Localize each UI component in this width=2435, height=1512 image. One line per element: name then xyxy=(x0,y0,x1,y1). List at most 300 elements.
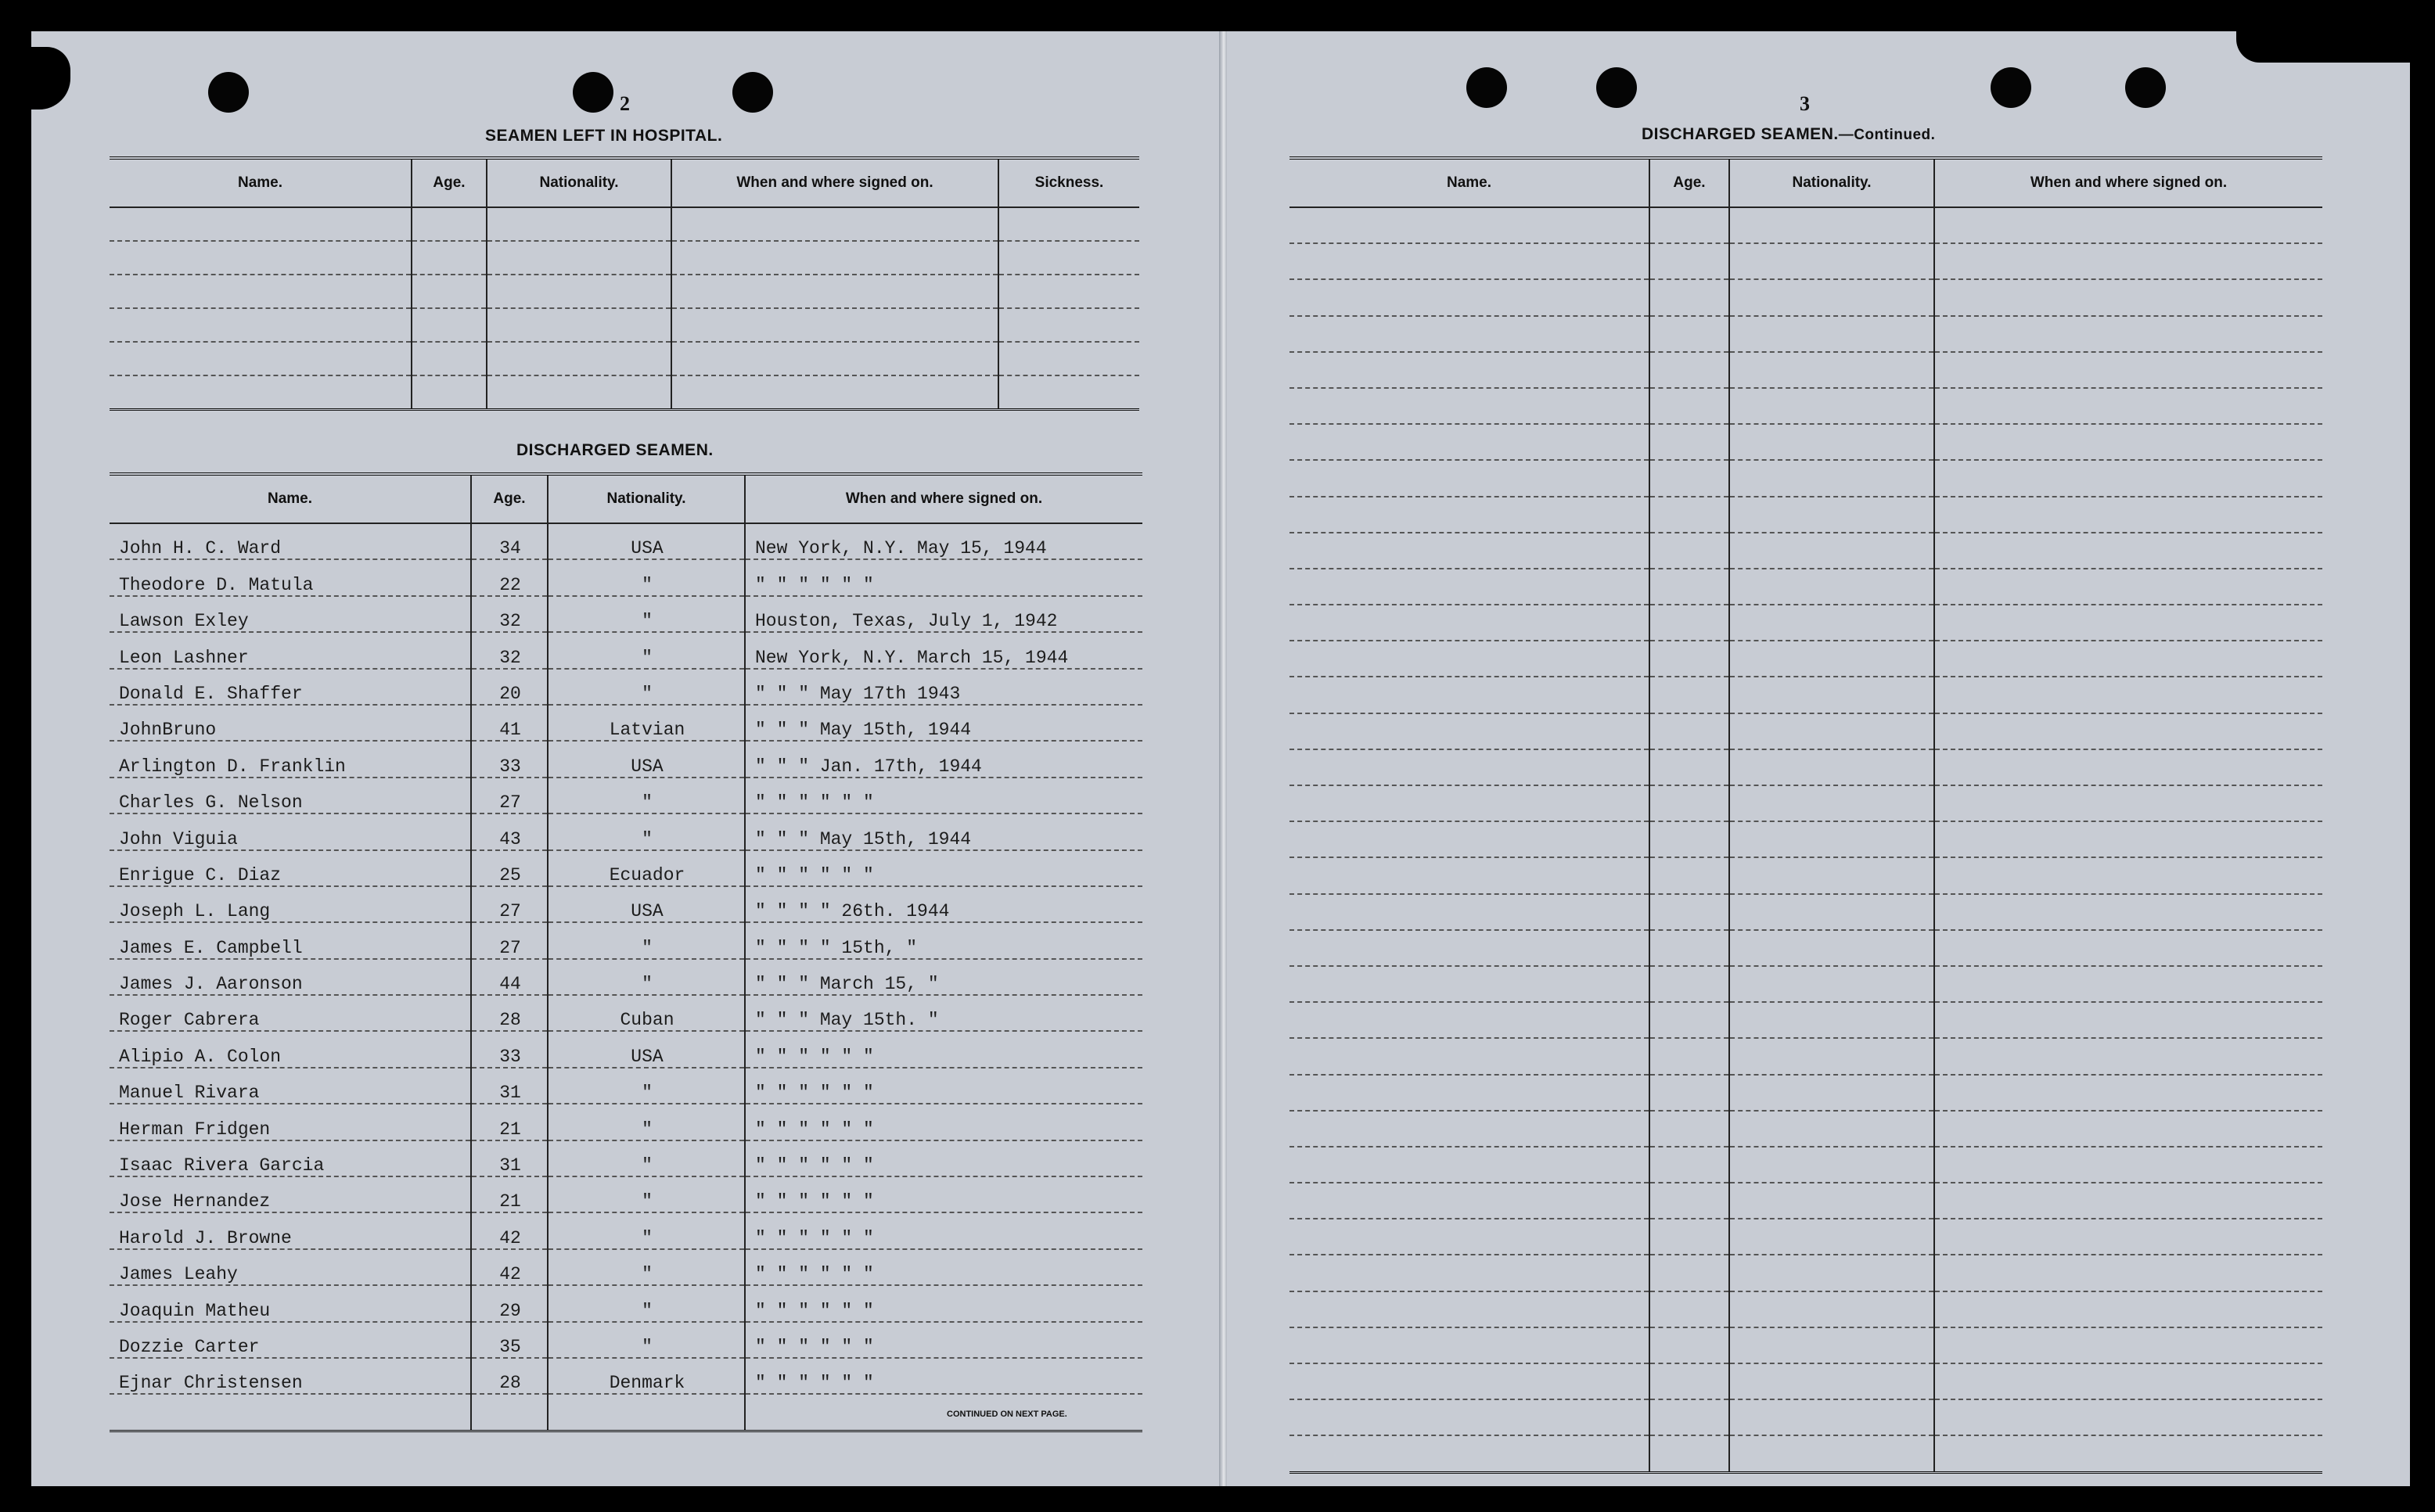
seaman-signed-on: " " " May 17th 1943 xyxy=(745,669,1142,705)
column-header: Nationality. xyxy=(1729,158,1934,207)
seaman-age: 42 xyxy=(471,1212,548,1248)
blank-row xyxy=(1289,1399,2322,1435)
blank-cell xyxy=(1649,1327,1729,1363)
blank-cell xyxy=(1649,460,1729,496)
seaman-age: 32 xyxy=(471,632,548,668)
seaman-signed-on: " " " " " " xyxy=(745,1249,1142,1285)
blank-cell xyxy=(1934,785,2322,821)
seaman-signed-on: " " " " " " xyxy=(745,1358,1142,1394)
seaman-age: 42 xyxy=(471,1249,548,1285)
blank-cell xyxy=(1649,1291,1729,1327)
blank-cell xyxy=(1934,821,2322,857)
blank-cell xyxy=(1934,966,2322,1002)
column-header: Name. xyxy=(1289,158,1649,207)
blank-row xyxy=(110,308,1139,342)
punch-hole xyxy=(1466,67,1507,108)
seaman-row xyxy=(110,850,1142,886)
blank-cell xyxy=(1289,1219,1649,1255)
blank-cell xyxy=(1289,1002,1649,1038)
seaman-age: 35 xyxy=(471,1322,548,1358)
seaman-row xyxy=(110,1176,1142,1212)
seaman-name: James J. Aaronson xyxy=(110,959,471,995)
blank-cell xyxy=(1649,1219,1729,1255)
blank-cell xyxy=(1934,279,2322,315)
seaman-name: Joseph L. Lang xyxy=(110,886,471,922)
column-header: When and where signed on. xyxy=(1934,158,2322,207)
blank-cell xyxy=(1729,1219,1934,1255)
blank-cell xyxy=(1289,460,1649,496)
blank-row xyxy=(1289,1002,2322,1038)
blank-cell xyxy=(1289,497,1649,533)
blank-cell xyxy=(1934,533,2322,569)
torn-corner xyxy=(23,47,70,110)
blank-row xyxy=(1289,749,2322,785)
blank-cell xyxy=(1649,1255,1729,1291)
seaman-row xyxy=(110,632,1142,668)
blank-cell xyxy=(1729,569,1934,605)
column-header: When and where signed on. xyxy=(671,158,998,207)
blank-row xyxy=(1289,388,2322,424)
blank-cell xyxy=(1729,821,1934,857)
blank-cell xyxy=(998,308,1139,342)
blank-cell xyxy=(1729,641,1934,677)
blank-cell xyxy=(998,375,1139,410)
seaman-name: Harold J. Browne xyxy=(110,1212,471,1248)
seaman-signed-on: " " " " " " xyxy=(745,559,1142,595)
blank-cell xyxy=(412,308,487,342)
blank-cell xyxy=(1649,930,1729,966)
seaman-name: John H. C. Ward xyxy=(110,523,471,559)
blank-cell xyxy=(1729,1435,1934,1472)
blank-cell xyxy=(412,207,487,241)
seaman-name: Alipio A. Colon xyxy=(110,1031,471,1067)
seaman-signed-on: " " " " 26th. 1944 xyxy=(745,886,1142,922)
blank-cell xyxy=(1289,641,1649,677)
blank-cell xyxy=(1934,1038,2322,1074)
seaman-age: 27 xyxy=(471,778,548,813)
blank-row xyxy=(110,342,1139,375)
seaman-age: 20 xyxy=(471,669,548,705)
seaman-row xyxy=(110,922,1142,958)
discharged-body xyxy=(110,523,1142,1431)
blank-cell xyxy=(1934,316,2322,352)
seaman-signed-on: " " " May 15th, 1944 xyxy=(745,813,1142,849)
blank-cell xyxy=(1729,1399,1934,1435)
blank-row xyxy=(1289,785,2322,821)
seaman-nationality: " xyxy=(548,1285,745,1321)
blank-cell xyxy=(1289,857,1649,893)
blank-cell xyxy=(1934,1219,2322,1255)
blank-cell xyxy=(1289,1399,1649,1435)
seaman-nationality: USA xyxy=(548,886,745,922)
blank-cell xyxy=(1289,1111,1649,1147)
blank-cell xyxy=(1649,1111,1729,1147)
blank-row xyxy=(1289,857,2322,893)
seaman-row xyxy=(110,959,1142,995)
seaman-signed-on: " " " " " " xyxy=(745,1140,1142,1176)
punch-hole xyxy=(573,72,613,113)
blank-row xyxy=(1289,605,2322,641)
blank-cell xyxy=(998,342,1139,375)
discharged-table xyxy=(110,472,1142,1432)
seaman-row xyxy=(110,1249,1142,1285)
blank-cell xyxy=(1729,894,1934,930)
blank-cell xyxy=(1649,1183,1729,1219)
blank-cell xyxy=(1729,785,1934,821)
seaman-nationality: Latvian xyxy=(548,705,745,741)
blank-cell xyxy=(1934,713,2322,749)
blank-cell xyxy=(1934,243,2322,279)
blank-cell xyxy=(1934,641,2322,677)
blank-cell xyxy=(1729,1111,1934,1147)
hospital-table xyxy=(110,156,1139,411)
blank-cell xyxy=(671,375,998,410)
blank-cell xyxy=(1289,569,1649,605)
seaman-name: Manuel Rivara xyxy=(110,1068,471,1104)
blank-cell xyxy=(1289,1255,1649,1291)
blank-cell xyxy=(1649,1363,1729,1399)
continued-title-main: DISCHARGED SEAMEN. xyxy=(1642,125,1839,143)
seaman-signed-on: " " " " " " xyxy=(745,778,1142,813)
blank-row xyxy=(1289,894,2322,930)
blank-cell xyxy=(1289,316,1649,352)
blank-row xyxy=(1289,1435,2322,1472)
blank-cell xyxy=(671,207,998,241)
seaman-name: Arlington D. Franklin xyxy=(110,741,471,777)
blank-cell xyxy=(1729,1363,1934,1399)
blank-cell xyxy=(487,207,671,241)
seaman-nationality: Ecuador xyxy=(548,850,745,886)
blank-cell xyxy=(1289,713,1649,749)
blank-cell xyxy=(412,375,487,410)
seaman-row xyxy=(110,523,1142,559)
blank-cell xyxy=(1729,713,1934,749)
seaman-age: 32 xyxy=(471,596,548,632)
seaman-row xyxy=(110,1285,1142,1321)
blank-cell xyxy=(1934,1183,2322,1219)
blank-cell xyxy=(1934,1327,2322,1363)
seaman-nationality: " xyxy=(548,559,745,595)
blank-cell xyxy=(1289,1291,1649,1327)
blank-cell xyxy=(1934,460,2322,496)
seaman-signed-on: " " " " " " xyxy=(745,1104,1142,1140)
seaman-name: Joaquin Matheu xyxy=(110,1285,471,1321)
seaman-nationality: Cuban xyxy=(548,995,745,1031)
blank-cell xyxy=(1934,1111,2322,1147)
blank-row xyxy=(1289,279,2322,315)
continued-title-suffix: —Continued. xyxy=(1838,127,1936,143)
blank-cell xyxy=(110,342,412,375)
blank-row xyxy=(1289,460,2322,496)
blank-cell xyxy=(1649,966,1729,1002)
blank-cell xyxy=(1934,1002,2322,1038)
seaman-age: 27 xyxy=(471,922,548,958)
seaman-name: Enrigue C. Diaz xyxy=(110,850,471,886)
seaman-row xyxy=(110,886,1142,922)
punch-hole xyxy=(1991,67,2031,108)
seaman-name: Theodore D. Matula xyxy=(110,559,471,595)
seaman-signed-on: New York, N.Y. May 15, 1944 xyxy=(745,523,1142,559)
blank-cell xyxy=(1649,749,1729,785)
seaman-row xyxy=(110,669,1142,705)
blank-cell xyxy=(110,207,412,241)
seaman-age: 21 xyxy=(471,1176,548,1212)
seaman-signed-on: " " " " " " xyxy=(745,850,1142,886)
blank-cell xyxy=(1289,243,1649,279)
punch-hole xyxy=(208,72,249,113)
seaman-age: 29 xyxy=(471,1285,548,1321)
seaman-nationality: " xyxy=(548,669,745,705)
seaman-name: James E. Campbell xyxy=(110,922,471,958)
blank-cell xyxy=(1289,1327,1649,1363)
blank-cell xyxy=(1934,857,2322,893)
continued-header-row xyxy=(1289,158,2322,207)
blank-cell xyxy=(1649,352,1729,388)
blank-row xyxy=(1289,569,2322,605)
seaman-signed-on: Houston, Texas, July 1, 1942 xyxy=(745,596,1142,632)
blank-cell xyxy=(1934,569,2322,605)
punch-hole xyxy=(1596,67,1637,108)
blank-row xyxy=(110,241,1139,275)
seaman-row xyxy=(110,1068,1142,1104)
blank-cell xyxy=(998,275,1139,308)
blank-cell xyxy=(1729,497,1934,533)
blank-cell xyxy=(1934,388,2322,424)
seaman-signed-on: " " " " " " xyxy=(745,1068,1142,1104)
blank-row xyxy=(1289,207,2322,243)
blank-row xyxy=(1289,713,2322,749)
blank-cell xyxy=(1934,1255,2322,1291)
hospital-section-title: SEAMEN LEFT IN HOSPITAL. xyxy=(485,127,723,145)
blank-cell xyxy=(1729,1255,1934,1291)
blank-cell xyxy=(1729,316,1934,352)
seaman-age: 44 xyxy=(471,959,548,995)
seaman-name: Leon Lashner xyxy=(110,632,471,668)
blank-row xyxy=(1289,1111,2322,1147)
seaman-nationality: USA xyxy=(548,523,745,559)
blank-cell xyxy=(1289,1147,1649,1183)
blank-cell xyxy=(1289,388,1649,424)
blank-cell xyxy=(1729,677,1934,713)
blank-cell xyxy=(1649,497,1729,533)
blank-cell xyxy=(412,275,487,308)
blank-row xyxy=(110,207,1139,241)
seaman-nationality: " xyxy=(548,1322,745,1358)
blank-row xyxy=(110,375,1139,410)
blank-cell xyxy=(1649,243,1729,279)
blank-cell xyxy=(1289,1075,1649,1111)
blank-cell xyxy=(671,241,998,275)
seaman-name: Herman Fridgen xyxy=(110,1104,471,1140)
blank-row xyxy=(1289,1219,2322,1255)
blank-cell xyxy=(1289,352,1649,388)
blank-cell xyxy=(1729,533,1934,569)
blank-row xyxy=(1289,1038,2322,1074)
blank-cell xyxy=(745,1394,1142,1431)
seaman-name: Isaac Rivera Garcia xyxy=(110,1140,471,1176)
blank-cell xyxy=(1729,1327,1934,1363)
blank-cell xyxy=(1729,207,1934,243)
seaman-row xyxy=(110,1322,1142,1358)
blank-cell xyxy=(1934,677,2322,713)
seaman-signed-on: " " " Jan. 17th, 1944 xyxy=(745,741,1142,777)
blank-cell xyxy=(1729,388,1934,424)
seaman-row xyxy=(110,559,1142,595)
blank-row xyxy=(1289,1183,2322,1219)
blank-cell xyxy=(1649,857,1729,893)
blank-cell xyxy=(1934,497,2322,533)
blank-cell xyxy=(1934,424,2322,460)
blank-cell xyxy=(1934,207,2322,243)
blank-row xyxy=(1289,1291,2322,1327)
blank-cell xyxy=(1289,424,1649,460)
blank-cell xyxy=(1934,1399,2322,1435)
seaman-age: 31 xyxy=(471,1068,548,1104)
blank-cell xyxy=(1289,749,1649,785)
blank-cell xyxy=(1729,1291,1934,1327)
seaman-row xyxy=(110,1140,1142,1176)
seaman-name: Roger Cabrera xyxy=(110,995,471,1031)
column-header: Name. xyxy=(110,158,412,207)
seaman-age: 25 xyxy=(471,850,548,886)
continued-section-title xyxy=(1642,125,1935,144)
blank-cell xyxy=(487,375,671,410)
blank-cell xyxy=(1289,1435,1649,1472)
blank-cell xyxy=(998,241,1139,275)
seaman-age: 33 xyxy=(471,741,548,777)
seaman-name: Charles G. Nelson xyxy=(110,778,471,813)
blank-row xyxy=(1289,1327,2322,1363)
seaman-signed-on: " " " " " " xyxy=(745,1285,1142,1321)
blank-row xyxy=(1289,966,2322,1002)
blank-cell xyxy=(1649,605,1729,641)
seaman-nationality: " xyxy=(548,1140,745,1176)
blank-cell xyxy=(1289,605,1649,641)
blank-cell xyxy=(1934,1291,2322,1327)
blank-row xyxy=(1289,1255,2322,1291)
blank-cell xyxy=(1289,1038,1649,1074)
seaman-signed-on: " " " " 15th, " xyxy=(745,922,1142,958)
continued-note: CONTINUED ON NEXT PAGE. xyxy=(947,1410,1067,1419)
seaman-name: Jose Hernandez xyxy=(110,1176,471,1212)
blank-cell xyxy=(110,1394,471,1431)
column-header: Nationality. xyxy=(487,158,671,207)
seaman-nationality: " xyxy=(548,778,745,813)
blank-cell xyxy=(1649,713,1729,749)
seaman-age: 21 xyxy=(471,1104,548,1140)
blank-row xyxy=(1289,424,2322,460)
blank-cell xyxy=(1729,352,1934,388)
blank-cell xyxy=(1649,1147,1729,1183)
continued-body xyxy=(1289,207,2322,1472)
blank-row xyxy=(1289,930,2322,966)
column-header: Nationality. xyxy=(548,474,745,523)
blank-cell xyxy=(1934,1363,2322,1399)
blank-row xyxy=(1289,821,2322,857)
seaman-age: 31 xyxy=(471,1140,548,1176)
blank-cell xyxy=(1649,279,1729,315)
blank-cell xyxy=(110,275,412,308)
blank-row xyxy=(1289,641,2322,677)
seaman-nationality: " xyxy=(548,922,745,958)
blank-cell xyxy=(1649,1038,1729,1074)
blank-cell xyxy=(1649,1399,1729,1435)
seaman-age: 22 xyxy=(471,559,548,595)
blank-cell xyxy=(110,241,412,275)
blank-cell xyxy=(1649,316,1729,352)
seaman-age: 43 xyxy=(471,813,548,849)
blank-row xyxy=(1289,533,2322,569)
blank-cell xyxy=(998,207,1139,241)
blank-cell xyxy=(1649,533,1729,569)
seaman-name: Donald E. Shaffer xyxy=(110,669,471,705)
seaman-nationality: " xyxy=(548,1176,745,1212)
seaman-name: JohnBruno xyxy=(110,705,471,741)
blank-cell xyxy=(1649,388,1729,424)
blank-row xyxy=(1289,1075,2322,1111)
blank-row xyxy=(1289,497,2322,533)
torn-edge xyxy=(2236,31,2410,63)
blank-cell xyxy=(110,375,412,410)
seaman-row xyxy=(110,813,1142,849)
blank-cell xyxy=(1729,749,1934,785)
seaman-signed-on: " " " May 15th. " xyxy=(745,995,1142,1031)
punch-hole xyxy=(2125,67,2166,108)
blank-cell xyxy=(1729,460,1934,496)
blank-cell xyxy=(1289,533,1649,569)
seaman-nationality: " xyxy=(548,1212,745,1248)
blank-cell xyxy=(1934,352,2322,388)
seaman-row xyxy=(110,1104,1142,1140)
seaman-row xyxy=(110,741,1142,777)
blank-cell xyxy=(1934,1075,2322,1111)
seaman-nationality: " xyxy=(548,813,745,849)
seaman-signed-on: New York, N.Y. March 15, 1944 xyxy=(745,632,1142,668)
blank-cell xyxy=(1729,1183,1934,1219)
column-header: Age. xyxy=(412,158,487,207)
column-header: Age. xyxy=(1649,158,1729,207)
seaman-row xyxy=(110,778,1142,813)
blank-cell xyxy=(1289,930,1649,966)
seaman-row xyxy=(110,705,1142,741)
blank-cell xyxy=(1649,1435,1729,1472)
blank-cell xyxy=(1649,1002,1729,1038)
blank-cell xyxy=(1289,966,1649,1002)
blank-cell xyxy=(1729,279,1934,315)
blank-cell xyxy=(110,308,412,342)
seaman-name: Dozzie Carter xyxy=(110,1322,471,1358)
blank-cell xyxy=(1649,1075,1729,1111)
blank-cell xyxy=(412,241,487,275)
blank-row xyxy=(1289,243,2322,279)
blank-cell xyxy=(1649,569,1729,605)
seaman-name: Ejnar Christensen xyxy=(110,1358,471,1394)
hospital-body xyxy=(110,207,1139,410)
seaman-name: James Leahy xyxy=(110,1249,471,1285)
blank-cell xyxy=(1934,930,2322,966)
seaman-signed-on: " " " May 15th, 1944 xyxy=(745,705,1142,741)
blank-cell xyxy=(1649,207,1729,243)
seaman-signed-on: " " " " " " xyxy=(745,1176,1142,1212)
blank-row xyxy=(1289,1363,2322,1399)
blank-cell xyxy=(1729,857,1934,893)
blank-cell xyxy=(487,308,671,342)
blank-cell xyxy=(1649,821,1729,857)
seaman-age: 27 xyxy=(471,886,548,922)
blank-cell xyxy=(1289,1183,1649,1219)
seaman-nationality: USA xyxy=(548,741,745,777)
seaman-signed-on: " " " March 15, " xyxy=(745,959,1142,995)
